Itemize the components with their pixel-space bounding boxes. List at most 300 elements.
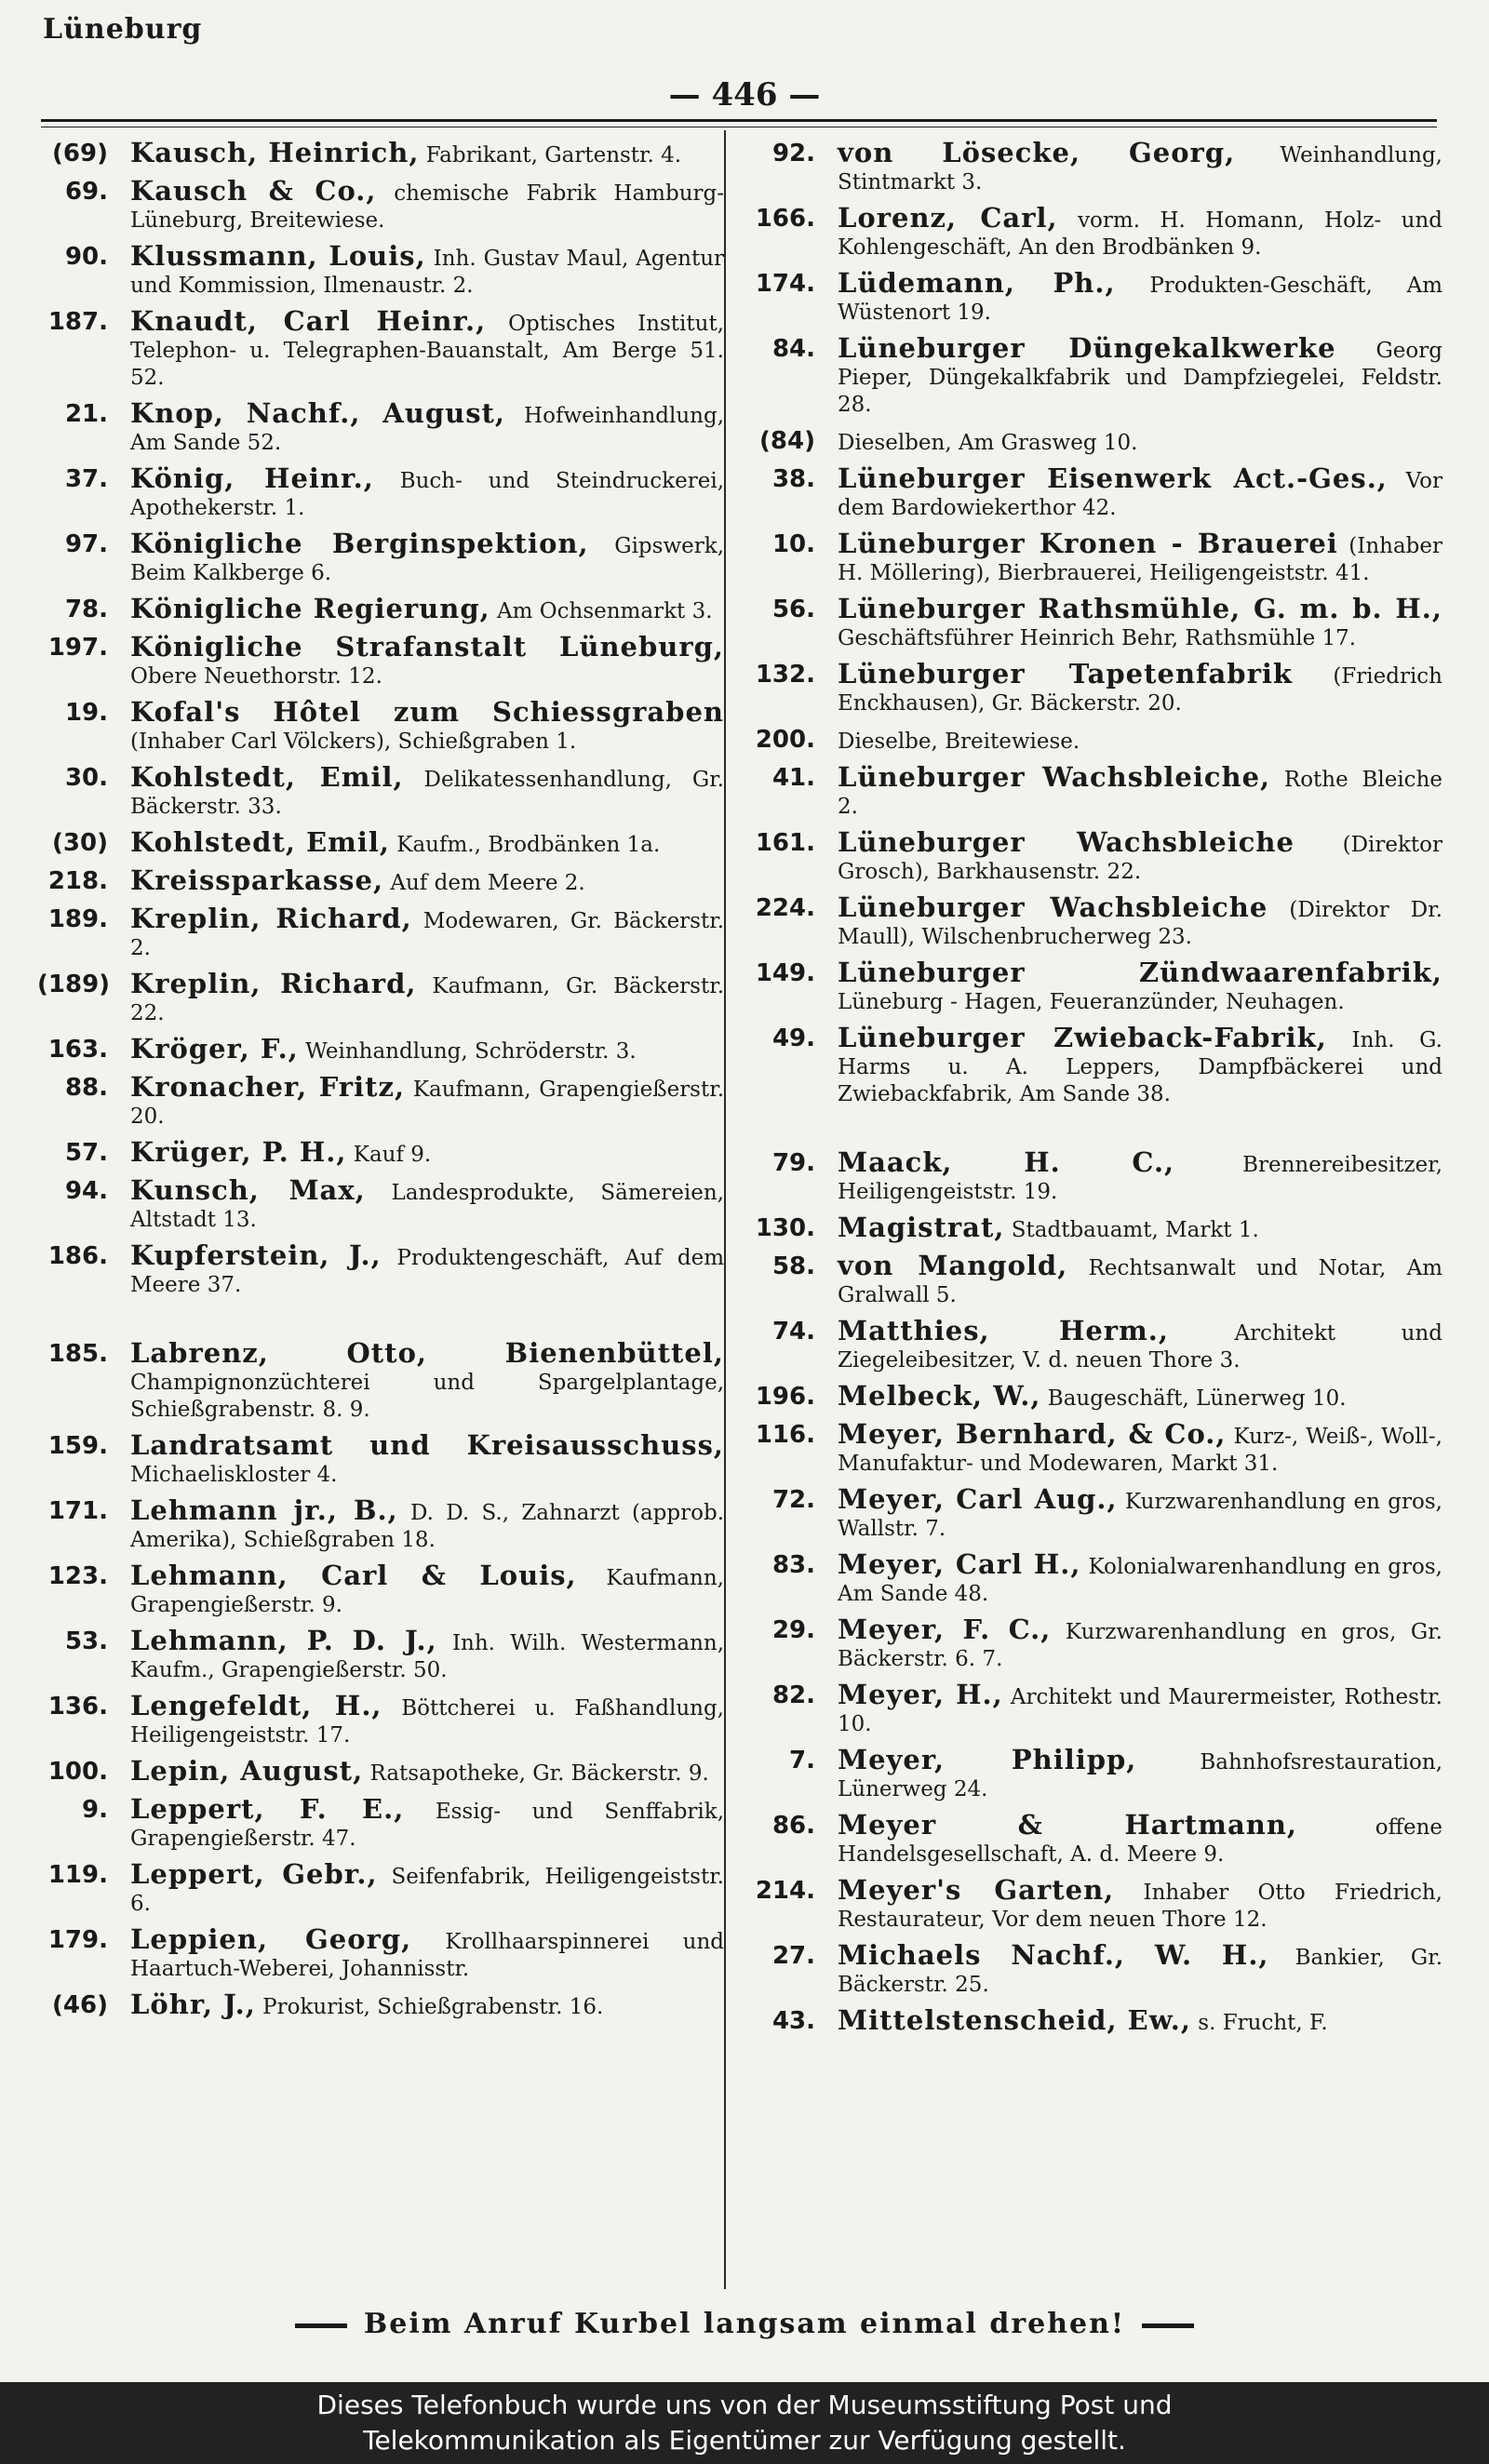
entry-number: 185.: [47, 1340, 108, 1368]
directory-entry: [37, 140, 724, 169]
entry-body: [838, 1483, 1442, 1543]
directory-entry: [37, 1174, 724, 1234]
entry-body: [130, 140, 724, 169]
directory-entry: [37, 631, 724, 690]
entry-detail: (Friedrich Enckhausen), Gr. Bäckerstr. 20.: [838, 664, 1442, 716]
entry-body: [838, 462, 1442, 522]
entry-body: [130, 1337, 724, 1424]
entry-number: 197.: [47, 634, 108, 662]
entry-body: [838, 593, 1442, 652]
entry-body: [130, 761, 724, 821]
entry-name: Lüneburger Eisenwerk Act.-Ges.,: [838, 462, 1388, 494]
entry-number: 57.: [64, 1139, 108, 1167]
entry-detail: Stadtbauamt, Markt 1.: [1011, 1218, 1259, 1242]
attribution-line-2: Telekommunikation als Eigentümer zur Verfügung gestellt.: [363, 2425, 1126, 2456]
entry-detail: Weinhandlung, Schröderstr. 3.: [305, 1039, 637, 1064]
entry-detail: offene Handelsgesellschaft, A. d. Meere 9.: [838, 1815, 1442, 1867]
entry-detail: Vor dem Bardowiekerthor 42.: [838, 469, 1442, 520]
entry-name: Klussmann, Louis,: [130, 240, 426, 272]
entry-detail: Inh. Gustav Maul, Agentur und Kommission, Ilmenaustr. 2.: [130, 247, 724, 298]
entry-detail: Architekt und Maurermeister, Rothestr. 10.: [838, 1685, 1442, 1736]
entry-detail: Fabrikant, Gartenstr. 4.: [425, 143, 682, 167]
entry-body: [130, 175, 724, 234]
directory-entry: [744, 462, 1442, 522]
entry-detail: Obere Neuethorstr. 12.: [130, 664, 382, 689]
entry-number: 84.: [771, 335, 815, 363]
entry-number: 179.: [47, 1926, 108, 1954]
entry-number: 196.: [755, 1383, 815, 1411]
entry-name: Königliche Strafanstalt Lüneburg,: [130, 631, 724, 663]
directory-entry: [37, 761, 724, 821]
entry-body: [130, 1991, 724, 2021]
entry-detail: Architekt und Ziegeleibesitzer, V. d. neuen Thore 3.: [838, 1321, 1442, 1373]
entry-number: 123.: [47, 1562, 108, 1590]
entry-body: [130, 240, 724, 300]
directory-entry: [744, 267, 1442, 327]
left-column: [37, 140, 724, 2289]
entry-body: [838, 202, 1442, 261]
entry-number: 200.: [755, 726, 815, 754]
entry-name: Kohlstedt, Emil,: [130, 826, 390, 858]
entry-name: Krüger, P. H.,: [130, 1136, 347, 1168]
entry-body: [130, 1071, 724, 1131]
entry-body: [838, 1252, 1442, 1309]
entry-detail: Kurzwarenhandlung en gros, Gr. Bäckerstr. 6. 7.: [838, 1620, 1442, 1671]
entry-body: [838, 332, 1442, 419]
entry-detail: Kaufmann, Grapengießerstr. 9.: [130, 1566, 724, 1617]
entry-name: Lüneburger Kronen - Brauerei: [838, 528, 1338, 559]
footer-note: [0, 2308, 1489, 2340]
entry-body: [130, 864, 724, 897]
directory-entry: [37, 1627, 724, 1684]
entry-body: [838, 826, 1442, 886]
column-divider: [724, 130, 726, 2289]
entry-body: [130, 1136, 724, 1169]
directory-entry: [37, 864, 724, 897]
directory-entry: [744, 761, 1442, 821]
entry-detail: Geschäftsführer Heinrich Behr, Rathsmühle 17.: [838, 626, 1357, 650]
entry-name: Melbeck, W.,: [838, 1380, 1041, 1412]
entry-name: Michaels Nachf., W. H.,: [838, 1939, 1269, 1971]
entry-body: [838, 267, 1442, 327]
entry-detail: Bankier, Gr. Bäckerstr. 25.: [838, 1946, 1442, 1997]
entry-number: 86.: [771, 1812, 815, 1840]
directory-entry: [37, 1033, 724, 1065]
entry-name: Kreplin, Richard,: [130, 968, 417, 999]
entry-detail: Kurz-, Weiß-, Woll-, Manufaktur- und Modewaren, Markt 31.: [838, 1425, 1442, 1476]
entry-name: Kunsch, Max,: [130, 1174, 366, 1206]
entry-name: Kreplin, Richard,: [130, 903, 412, 934]
entry-detail: Rechtsanwalt und Notar, Am Gralwall 5.: [838, 1256, 1442, 1307]
entry-name: Kausch & Co.,: [130, 175, 377, 207]
entry-body: [838, 1214, 1442, 1244]
entry-name: Lehmann, Carl & Louis,: [130, 1560, 577, 1591]
entry-name: Lehmann jr., B.,: [130, 1494, 398, 1526]
directory-entry: [744, 959, 1442, 1016]
entry-detail: Produkten-Geschäft, Am Wüstenort 19.: [838, 274, 1442, 325]
directory-entry: [744, 1380, 1442, 1413]
directory-entry: [37, 240, 724, 300]
entry-number: 10.: [771, 530, 815, 558]
entry-body: [130, 1690, 724, 1749]
entry-number: 19.: [64, 699, 108, 727]
entry-detail: Baugeschäft, Lünerweg 10.: [1047, 1386, 1347, 1411]
entry-number: (189): [37, 971, 111, 998]
entry-detail: Kaufmann, Grapengießerstr. 20.: [130, 1078, 724, 1129]
entry-detail: Auf dem Meere 2.: [390, 871, 585, 895]
entry-detail: Dieselben, Am Grasweg 10.: [838, 431, 1138, 455]
entry-name: Kausch, Heinrich,: [130, 140, 420, 168]
entry-number: 94.: [64, 1177, 108, 1205]
attribution-line-1: Dieses Telefonbuch wurde uns von der Museumsstiftung Post und: [316, 2390, 1173, 2420]
entry-detail: (Inhaber Carl Völckers), Schießgraben 1.: [130, 730, 577, 754]
entry-name: Kupferstein, J.,: [130, 1239, 382, 1271]
entry-number: 58.: [771, 1252, 815, 1280]
entry-name: Kreissparkasse,: [130, 864, 384, 896]
entry-body: [838, 658, 1442, 717]
entry-detail: Georg Pieper, Düngekalkfabrik und Dampfziegelei, Feldstr. 28.: [838, 339, 1442, 417]
entry-detail: Am Ochsenmarkt 3.: [497, 599, 713, 623]
entry-name: Leppert, Gebr.,: [130, 1858, 378, 1890]
entry-number: 92.: [771, 140, 815, 167]
entry-name: Lengefeldt, H.,: [130, 1690, 382, 1721]
entry-body: [838, 1024, 1442, 1108]
entry-body: [838, 1681, 1442, 1738]
entry-body: [838, 1874, 1442, 1934]
entry-name: Meyer, Philipp,: [838, 1744, 1137, 1775]
entry-body: [130, 1858, 724, 1918]
entry-body: [838, 1939, 1442, 1999]
entry-body: [130, 905, 724, 962]
directory-entry: [744, 1548, 1442, 1608]
entry-name: Lüneburger Wachsbleiche: [838, 891, 1268, 923]
directory-entry: [37, 1793, 724, 1853]
entry-number: 78.: [64, 596, 108, 623]
entry-detail: Kolonialwarenhandlung en gros, Am Sande 48.: [838, 1555, 1442, 1606]
entry-detail: (Direktor Dr. Maull), Wilschenbrucherweg 23.: [838, 898, 1442, 949]
entry-body: [130, 1923, 724, 1983]
entry-name: Mittelstenscheid, Ew.,: [838, 2004, 1191, 2036]
directory-entry: [744, 1744, 1442, 1803]
entry-name: Königliche Berginspektion,: [130, 528, 589, 559]
entry-body: [838, 1744, 1442, 1803]
entry-number: 37.: [64, 465, 108, 493]
entry-name: Lüneburger Tapetenfabrik: [838, 658, 1293, 690]
entry-number: 187.: [47, 308, 108, 336]
entry-name: Meyer, Bernhard, & Co.,: [838, 1418, 1227, 1450]
directory-entry: [37, 397, 724, 457]
entry-number: 161.: [755, 829, 815, 857]
entry-detail: Produktengeschäft, Auf dem Meere 37.: [130, 1246, 724, 1297]
entry-name: Lepin, August,: [130, 1755, 364, 1787]
entry-number: 186.: [47, 1242, 108, 1270]
entry-name: Magistrat,: [838, 1212, 1005, 1243]
entry-body: [838, 1315, 1442, 1374]
entry-body: [838, 1616, 1442, 1673]
directory-entry: [744, 1874, 1442, 1934]
entry-body: [838, 427, 1442, 457]
entry-detail: Weinhandlung, Stintmarkt 3.: [838, 143, 1442, 194]
entry-body: [130, 1033, 724, 1065]
entry-body: [130, 530, 724, 587]
entry-body: [838, 1418, 1442, 1478]
entry-number: 132.: [755, 661, 815, 689]
entry-body: [130, 593, 724, 625]
entry-number: 149.: [755, 959, 815, 987]
directory-entry: [744, 1214, 1442, 1244]
entry-name: Kröger, F.,: [130, 1033, 299, 1065]
directory-entry: [37, 1690, 724, 1749]
entry-number: 56.: [771, 596, 815, 623]
entry-detail: (Inhaber H. Möllering), Bierbrauerei, Heiligengeiststr. 41.: [838, 534, 1442, 585]
entry-detail: Bahnhofsrestauration, Lünerweg 24.: [838, 1750, 1442, 1801]
entry-number: 224.: [755, 894, 815, 922]
entry-detail: s. Frucht, F.: [1198, 2011, 1328, 2035]
directory-entry: [744, 1939, 1442, 1999]
directory-entry: [744, 658, 1442, 717]
entry-detail: Ratsapotheke, Gr. Bäckerstr. 9.: [369, 1761, 709, 1786]
entry-number: 159.: [47, 1432, 108, 1460]
entry-body: [130, 1627, 724, 1684]
directory-entry: [37, 968, 724, 1027]
entry-detail: Landesprodukte, Sämereien, Altstadt 13.: [130, 1181, 724, 1232]
directory-entry: [744, 140, 1442, 196]
entry-body: [130, 1429, 724, 1489]
entry-detail: vorm. H. Homann, Holz- und Kohlengeschäft, An den Brodbänken 9.: [838, 208, 1442, 260]
entry-detail: Champignonzüchterei und Spargelplantage, Schießgrabenstr. 8. 9.: [130, 1371, 724, 1422]
directory-entry: [37, 1136, 724, 1169]
entry-name: Labrenz, Otto, Bienenbüttel,: [130, 1337, 724, 1369]
entry-number: 21.: [64, 400, 108, 428]
directory-entry: [37, 462, 724, 522]
entry-name: Landratsamt und Kreisausschuss,: [130, 1429, 724, 1461]
directory-entry: [37, 593, 724, 625]
entry-number: 90.: [64, 243, 108, 271]
entry-detail: chemische Fabrik Hamburg-Lüneburg, Breitewiese.: [130, 181, 724, 233]
entry-detail: Seifenfabrik, Heiligengeiststr. 6.: [130, 1865, 724, 1916]
directory-entry: [744, 202, 1442, 261]
entry-name: Leppien, Georg,: [130, 1923, 412, 1955]
entry-name: Lüneburger Zündwaarenfabrik,: [838, 957, 1442, 988]
entry-detail: Rothe Bleiche 2.: [838, 768, 1442, 819]
entry-detail: Kauf 9.: [353, 1143, 432, 1167]
entry-name: Lüdemann, Ph.,: [838, 267, 1116, 299]
entry-detail: Böttcherei u. Faßhandlung, Heiligengeiststr. 17.: [130, 1696, 724, 1748]
directory-entry: [744, 1252, 1442, 1309]
entry-detail: Delikatessenhandlung, Gr. Bäckerstr. 33.: [130, 768, 724, 819]
entry-name: Löhr, J.,: [130, 1989, 256, 2020]
entry-name: Kohlstedt, Emil,: [130, 761, 404, 793]
entry-detail: Essig- und Senffabrik, Grapengießerstr. 47.: [130, 1800, 724, 1851]
entry-name: Königliche Regierung,: [130, 593, 490, 624]
entry-number: 100.: [47, 1758, 108, 1786]
directory-entry: [37, 1991, 724, 2021]
directory-entry: [37, 826, 724, 859]
directory-entry: [37, 696, 724, 756]
directory-entry: [744, 826, 1442, 886]
footer-dash-right: [1142, 2323, 1194, 2328]
entry-body: [130, 1239, 724, 1299]
entry-detail: Buch- und Steindruckerei, Apothekerstr. 1.: [130, 469, 724, 520]
entry-name: Knop, Nachf., August,: [130, 397, 506, 429]
entry-body: [838, 891, 1442, 951]
entry-number: 79.: [771, 1149, 815, 1177]
entry-number: 49.: [771, 1024, 815, 1052]
entry-body: [838, 761, 1442, 821]
entry-number: 82.: [771, 1681, 815, 1709]
entry-name: Lüneburger Rathsmühle, G. m. b. H.,: [838, 593, 1442, 624]
directory-entry: [744, 1418, 1442, 1478]
entry-name: Matthies, Herm.,: [838, 1315, 1169, 1346]
entry-body: [130, 968, 724, 1027]
directory-entry: [37, 530, 724, 587]
entry-detail: Hofweinhandlung, Am Sande 52.: [130, 404, 724, 455]
directory-entry: [744, 1483, 1442, 1543]
entry-name: Kofal's Hôtel zum Schiessgraben: [130, 696, 724, 728]
entry-number: 88.: [64, 1074, 108, 1102]
entry-detail: Krollhaarspinnerei und Haartuch-Weberei, Johannisstr.: [130, 1930, 724, 1981]
directory-entry: [37, 1337, 724, 1424]
entry-number: 53.: [64, 1627, 108, 1655]
entry-body: [130, 305, 724, 392]
entry-detail: Inhaber Otto Friedrich, Restaurateur, Vor dem neuen Thore 12.: [838, 1881, 1442, 1932]
entry-name: Meyer, Carl Aug.,: [838, 1483, 1118, 1515]
entry-name: von Mangold,: [838, 1250, 1068, 1281]
directory-entry: [744, 1315, 1442, 1374]
entry-body: [838, 530, 1442, 587]
header-city: Lüneburg: [43, 13, 203, 46]
entry-name: Maack, H. C.,: [838, 1146, 1175, 1178]
entry-body: [130, 1755, 724, 1788]
entry-name: Lehmann, P. D. J.,: [130, 1625, 437, 1656]
directory-entry: [744, 1024, 1442, 1108]
entry-number: 72.: [771, 1486, 815, 1514]
entry-name: Meyer & Hartmann,: [838, 1809, 1297, 1841]
entry-name: Meyer, H.,: [838, 1679, 1003, 1710]
entry-detail: Dieselbe, Breitewiese.: [838, 730, 1080, 754]
directory-entry: [37, 1071, 724, 1131]
directory-entry: [37, 1239, 724, 1299]
directory-entry: [744, 1146, 1442, 1206]
entry-body: [838, 726, 1442, 756]
entry-detail: Lüneburg - Hagen, Feueranzünder, Neuhagen.: [838, 990, 1345, 1014]
directory-entry: [744, 726, 1442, 756]
entry-body: [130, 1494, 724, 1554]
entry-body: [130, 397, 724, 457]
attribution-banner: [0, 2382, 1489, 2464]
entry-name: von Lösecke, Georg,: [838, 140, 1236, 168]
entry-number: 38.: [771, 465, 815, 493]
entry-name: Lüneburger Düngekalkwerke: [838, 332, 1336, 364]
entry-body: [838, 1548, 1442, 1608]
entry-number: 218.: [47, 867, 108, 895]
entry-name: Leppert, F. E.,: [130, 1793, 405, 1825]
directory-entry: [744, 1616, 1442, 1673]
entry-body: [130, 696, 724, 756]
entry-body: [838, 2004, 1442, 2037]
entry-body: [838, 959, 1442, 1016]
footer-dash-left: [295, 2323, 347, 2328]
entry-body: [838, 1380, 1442, 1413]
footer-note-text: Beim Anruf Kurbel langsam einmal drehen!: [363, 2308, 1126, 2340]
entry-detail: Prokurist, Schießgrabenstr. 16.: [262, 1995, 604, 2019]
entry-detail: D. D. S., Zahnarzt (approb. Amerika), Schießgraben 18.: [130, 1501, 724, 1552]
entry-detail: Kurzwarenhandlung en gros, Wallstr. 7.: [838, 1490, 1442, 1541]
directory-entry: [744, 1809, 1442, 1868]
directory-entry: [37, 1755, 724, 1788]
entry-number: 83.: [771, 1551, 815, 1579]
entry-body: [130, 1793, 724, 1853]
directory-entry: [744, 891, 1442, 951]
entry-detail: Brennereibesitzer, Heiligengeiststr. 19.: [838, 1153, 1442, 1204]
entry-number: 41.: [771, 764, 815, 792]
directory-entry: [37, 1562, 724, 1619]
entry-body: [838, 1809, 1442, 1868]
entry-number: 27.: [771, 1942, 815, 1970]
entry-number: 29.: [771, 1616, 815, 1644]
entry-body: [130, 1174, 724, 1234]
entry-body: [130, 462, 724, 522]
right-column: [744, 140, 1442, 2289]
entry-number: 214.: [755, 1877, 815, 1905]
directory-entry: [744, 593, 1442, 652]
entry-body: [838, 140, 1442, 196]
directory-entry: [744, 1681, 1442, 1738]
entry-number: 174.: [755, 270, 815, 298]
entry-name: Meyer, Carl H.,: [838, 1548, 1081, 1580]
directory-entry: [744, 427, 1442, 457]
entry-name: Kronacher, Fritz,: [130, 1071, 406, 1103]
entry-name: Lorenz, Carl,: [838, 202, 1058, 234]
entry-name: Meyer, F. C.,: [838, 1614, 1052, 1645]
entry-detail: (Direktor Grosch), Barkhausenstr. 22.: [838, 833, 1442, 884]
entry-detail: Inh. G. Harms u. A. Leppers, Dampfbäckerei und Zwiebackfabrik, Am Sande 38.: [838, 1028, 1442, 1106]
entry-detail: Michaeliskloster 4.: [130, 1463, 338, 1487]
entry-number: 119.: [47, 1861, 108, 1889]
entry-number: 189.: [47, 905, 108, 933]
entry-detail: Optisches Institut, Telephon- u. Telegraphen-Bauanstalt, Am Berge 51. 52.: [130, 312, 724, 390]
entry-number: 43.: [771, 2007, 815, 2035]
page-number: — 446 —: [668, 76, 821, 114]
entry-body: [838, 1146, 1442, 1206]
entry-detail: Modewaren, Gr. Bäckerstr. 2.: [130, 909, 724, 960]
entry-number: 97.: [64, 530, 108, 558]
entry-number: 9.: [82, 1796, 108, 1824]
directory-entry: [37, 1429, 724, 1489]
entry-detail: Inh. Wilh. Westermann, Kaufm., Grapengießerstr. 50.: [130, 1631, 724, 1682]
header-rule: [41, 119, 1437, 122]
entry-detail: Gipswerk, Beim Kalkberge 6.: [130, 534, 724, 585]
entry-number: 7.: [789, 1747, 815, 1774]
entry-number: 163.: [47, 1036, 108, 1064]
entry-body: [130, 826, 724, 859]
directory-entry: [37, 175, 724, 234]
entry-number: (46): [52, 1991, 108, 2019]
directory-entry: [37, 905, 724, 962]
entry-number: 136.: [47, 1693, 108, 1721]
entry-name: Lüneburger Wachsbleiche: [838, 826, 1294, 858]
directory-entry: [37, 305, 724, 392]
entry-number: 30.: [64, 764, 108, 792]
entry-name: Lüneburger Wachsbleiche,: [838, 761, 1271, 793]
entry-body: [130, 631, 724, 690]
entry-number: (84): [759, 427, 815, 455]
directory-entry: [37, 1858, 724, 1918]
entry-number: 130.: [755, 1214, 815, 1242]
entry-number: 74.: [771, 1318, 815, 1346]
entry-name: König, Heinr.,: [130, 462, 374, 494]
directory-entry: [37, 1923, 724, 1983]
